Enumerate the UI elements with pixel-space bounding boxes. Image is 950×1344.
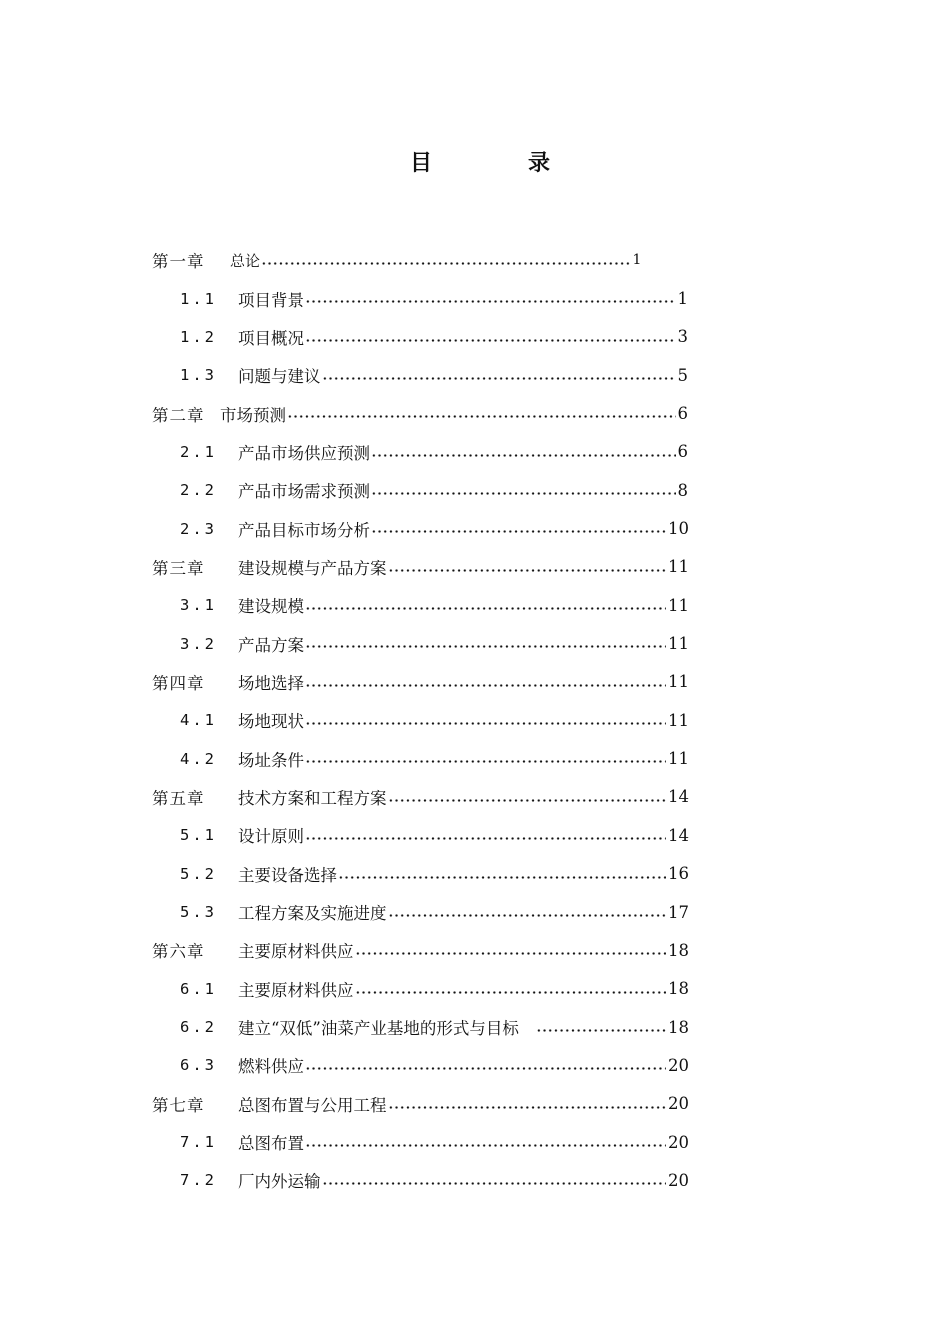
- chapter-number: 第七章: [152, 1095, 205, 1115]
- chapter-number: 第二章: [152, 405, 205, 425]
- toc-section-entry[interactable]: [0, 1161, 950, 1199]
- toc-title-char-2: 录: [527, 151, 550, 176]
- entry-title: 厂内外运输: [238, 1172, 321, 1192]
- entry-title: 产品市场需求预测: [238, 482, 370, 502]
- leader-dots: [261, 262, 631, 265]
- entry-title: 产品市场供应预测: [238, 443, 370, 463]
- section-number: 1.2: [180, 327, 217, 346]
- entry-title: 建设规模与产品方案: [238, 558, 387, 578]
- leader-dots: [305, 1144, 666, 1147]
- toc-section-entry[interactable]: [0, 471, 950, 509]
- chapter-number: 第一章: [152, 252, 205, 272]
- leader-dots: [338, 876, 666, 879]
- leader-dots: [305, 684, 666, 687]
- leader-dots: [371, 492, 676, 495]
- chapter-number: 第五章: [152, 788, 205, 808]
- section-number: 1.3: [180, 366, 217, 385]
- section-number: 6.1: [180, 979, 217, 998]
- section-number: 3.1: [180, 596, 217, 615]
- entry-title: 产品目标市场分析: [238, 520, 370, 540]
- toc-section-entry[interactable]: [0, 855, 950, 893]
- toc-section-entry[interactable]: [0, 279, 950, 317]
- toc-chapter-entry[interactable]: [0, 548, 950, 586]
- page-number: 18: [668, 940, 689, 960]
- toc-title: [410, 146, 550, 177]
- section-number: 5.1: [180, 826, 217, 845]
- leader-dots: [371, 454, 676, 457]
- entry-title: 总图布置: [238, 1134, 304, 1154]
- toc-section-entry[interactable]: [0, 1123, 950, 1161]
- leader-dots: [388, 799, 667, 802]
- toc-section-entry[interactable]: [0, 433, 950, 471]
- leader-dots: [371, 530, 666, 533]
- page-number: 20: [668, 1094, 689, 1114]
- section-number: 7.1: [180, 1133, 217, 1152]
- page-number: 1: [632, 252, 642, 269]
- entry-title: 项目背景: [238, 290, 304, 310]
- toc-title-char-1: 目: [410, 151, 433, 176]
- leader-dots: [536, 1029, 666, 1032]
- section-number: 1.1: [180, 289, 217, 308]
- toc-section-entry[interactable]: [0, 1046, 950, 1084]
- leader-dots: [305, 607, 666, 610]
- entry-title: 项目概况: [238, 328, 304, 348]
- entry-title: 产品方案: [238, 635, 304, 655]
- section-number: 5.2: [180, 864, 217, 883]
- toc-chapter-entry[interactable]: [0, 778, 950, 816]
- toc-section-entry[interactable]: [0, 318, 950, 356]
- toc-chapter-entry[interactable]: [0, 1085, 950, 1123]
- page-number: 18: [668, 1017, 689, 1037]
- leader-dots: [355, 991, 667, 994]
- page-number: 14: [668, 787, 689, 807]
- section-number: 2.2: [180, 481, 217, 500]
- toc-section-entry[interactable]: [0, 893, 950, 931]
- page-number: 16: [668, 864, 689, 884]
- toc-section-entry[interactable]: [0, 701, 950, 739]
- leader-dots: [322, 377, 676, 380]
- toc-section-entry[interactable]: [0, 509, 950, 547]
- toc-section-entry[interactable]: [0, 586, 950, 624]
- page-number: 8: [677, 480, 688, 500]
- entry-title: 主要原材料供应: [238, 942, 354, 962]
- leader-dots: [388, 914, 667, 917]
- toc-section-entry[interactable]: [0, 739, 950, 777]
- page-number: 11: [668, 672, 689, 692]
- leader-dots: [305, 837, 666, 840]
- leader-dots: [305, 339, 676, 342]
- toc-chapter-entry[interactable]: [0, 394, 950, 432]
- section-number: 2.3: [180, 519, 217, 538]
- entry-title: 建立“双低”油菜产业基地的形式与目标: [238, 1019, 519, 1039]
- page-number: 11: [668, 595, 689, 615]
- page-number: 14: [668, 825, 689, 845]
- leader-dots: [287, 415, 676, 418]
- section-number: 6.2: [180, 1018, 217, 1037]
- entry-title: 工程方案及实施进度: [238, 904, 387, 924]
- toc-section-entry[interactable]: [0, 816, 950, 854]
- page-number: 11: [668, 557, 689, 577]
- page-number: 1: [677, 289, 688, 309]
- entry-title: 主要设备选择: [238, 865, 337, 885]
- entry-title: 场地选择: [238, 673, 304, 693]
- leader-dots: [388, 569, 667, 572]
- section-number: 4.1: [180, 711, 217, 730]
- section-number: 6.3: [180, 1056, 217, 1075]
- toc-section-entry[interactable]: [0, 1008, 950, 1046]
- leader-dots: [305, 760, 666, 763]
- page-number: 6: [677, 442, 688, 462]
- leader-dots: [322, 1182, 667, 1185]
- toc-section-entry[interactable]: [0, 970, 950, 1008]
- leader-dots: [305, 722, 666, 725]
- page-number: 20: [668, 1132, 689, 1152]
- page-number: 11: [668, 634, 689, 654]
- entry-title: 市场预测: [220, 405, 286, 425]
- page-number: 18: [668, 979, 689, 999]
- entry-title: 场址条件: [238, 750, 304, 770]
- toc-section-entry[interactable]: [0, 624, 950, 662]
- leader-dots: [305, 1067, 666, 1070]
- leader-dots: [305, 645, 666, 648]
- toc-chapter-entry[interactable]: [0, 931, 950, 969]
- entry-title: 设计原则: [238, 827, 304, 847]
- section-number: 4.2: [180, 749, 217, 768]
- toc-section-entry[interactable]: [0, 356, 950, 394]
- entry-title: 总论: [230, 251, 261, 270]
- leader-dots: [355, 952, 667, 955]
- page-number: 11: [668, 749, 689, 769]
- section-number: 5.3: [180, 903, 217, 922]
- entry-title: 场地现状: [238, 712, 304, 732]
- section-number: 3.2: [180, 634, 217, 653]
- entry-title: 技术方案和工程方案: [238, 788, 387, 808]
- leader-dots: [388, 1106, 667, 1109]
- page-number: 10: [668, 519, 689, 539]
- toc-chapter-entry[interactable]: [0, 241, 950, 279]
- leader-dots: [305, 300, 676, 303]
- page-number: 20: [668, 1170, 689, 1190]
- toc-list: [0, 241, 950, 1200]
- chapter-number: 第四章: [152, 673, 205, 693]
- entry-title: 问题与建议: [238, 367, 321, 387]
- page-number: 17: [668, 902, 689, 922]
- entry-title: 建设规模: [238, 597, 304, 617]
- section-number: 2.1: [180, 442, 217, 461]
- chapter-number: 第六章: [152, 942, 205, 962]
- entry-title: 主要原材料供应: [238, 980, 354, 1000]
- toc-chapter-entry[interactable]: [0, 663, 950, 701]
- page-number: 11: [668, 710, 689, 730]
- entry-title: 总图布置与公用工程: [238, 1095, 387, 1115]
- page-number: 6: [677, 404, 688, 424]
- page-number: 5: [677, 365, 688, 385]
- section-number: 7.2: [180, 1171, 217, 1190]
- page-number: 3: [677, 327, 688, 347]
- chapter-number: 第三章: [152, 558, 205, 578]
- entry-title: 燃料供应: [238, 1057, 304, 1077]
- page-number: 20: [668, 1055, 689, 1075]
